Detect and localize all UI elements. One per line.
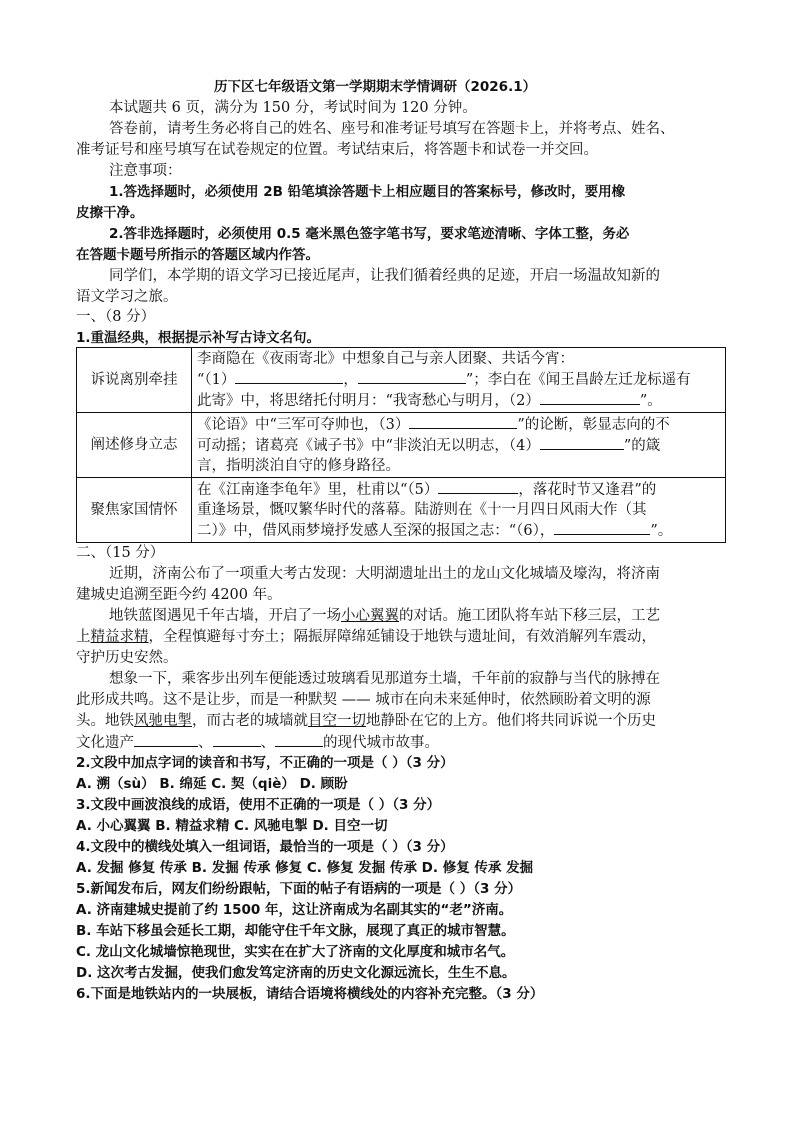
passage-b3: 守护历史安然。 — [76, 650, 178, 666]
question-3-options[interactable]: A. 小心翼翼 B. 精益求精 C. 风驰电掣 D. 目空一切 — [76, 818, 388, 834]
answer-blank-1b[interactable] — [358, 369, 466, 384]
answer-blank-3[interactable] — [409, 414, 517, 429]
underlined-idiom: 风驰电掣 — [134, 713, 192, 729]
passage-c3: 头。地铁风驰电掣，而古老的城墙就目空一切地静卧在它的上方。他们将共同诉说一个历史 — [76, 713, 656, 729]
row-content — [192, 348, 726, 413]
notice-1b: 皮擦干净。 — [76, 205, 144, 221]
question-5-stem: 5.新闻发布后，网友们纷纷跟帖，下面的帖子有语病的一项是（ ）（3 分） — [76, 881, 522, 897]
passage-c4: 文化遗产 、 、 的现代城市故事。 — [76, 732, 439, 753]
question-2-stem: 2.文段中加点字词的读音和书写，不正确的一项是（ ）（3 分） — [76, 755, 454, 771]
answer-blank-1a[interactable] — [235, 369, 343, 384]
answer-blank-4[interactable] — [540, 435, 624, 450]
underlined-idiom: 目空一切 — [308, 713, 366, 729]
notice-2a: 2.答非选择题时，必须使用 0.5 毫米黑色签字笔书写，要求笔迹清晰、字体工整，务必 — [109, 226, 630, 242]
table-row — [77, 348, 726, 413]
table-row — [77, 413, 726, 478]
passage-a1: 近期，济南公布了一项重大考古发现：大明湖遗址出土的龙山文化城墙及壕沟，将济南 — [109, 566, 660, 582]
notice-1a: 1.答选择题时，必须使用 2B 铅笔填涂答题卡上相应题目的答案标号，修改时，要用橡 — [109, 184, 626, 200]
row-text: 此寄》中，将思绪托付明月：“我寄愁心与明月，（2） ”。 — [197, 390, 720, 411]
question-1-stem: 1.重温经典，根据提示补写古诗文名句。 — [76, 330, 321, 346]
intro-paragraph-2: 语文学习之旅。 — [76, 289, 178, 305]
intro-line-2: 答卷前，请考生务必将自己的姓名、座号和准考证号填写在答题卡上，并将考点、姓名、 — [109, 121, 675, 137]
question-4-stem: 4.文段中的横线处填入一组词语，最恰当的一项是（ ）（3 分） — [76, 839, 454, 855]
row-text: 李商隐在《夜雨寄北》中想象自己与亲人团聚、共话今宵： — [197, 351, 574, 367]
row-label: 阐述修身立志 — [77, 413, 192, 478]
row-text: “（1） ， ”；李白在《闻王昌龄左迁龙标遥有 — [197, 369, 720, 390]
row-label: 聚焦家国情怀 — [77, 478, 192, 543]
row-content — [192, 413, 726, 478]
passage-c1: 想象一下，乘客步出列车便能透过玻璃看见那道夯土墙，千年前的寂静与当代的脉搏在 — [109, 671, 660, 687]
fill-blank-a[interactable] — [134, 732, 198, 747]
question-5-option-d[interactable]: D. 这次考古发掘，使我们愈发笃定济南的历史文化源远流长，生生不息。 — [76, 965, 516, 981]
question-5-option-c[interactable]: C. 龙山文化城墙惊艳现世，实实在在扩大了济南的文化厚度和城市名气。 — [76, 944, 515, 960]
passage-b1: 地铁蓝图遇见千年古墙，开启了一场小心翼翼的对话。施工团队将车站下移三层，工艺 — [109, 608, 660, 624]
answer-blank-5[interactable] — [438, 479, 518, 494]
notice-heading: 注意事项： — [109, 163, 182, 179]
row-text: 重逢场景，慨叹繁华时代的落幕。陆游则在《十一月四日风雨大作（其 — [197, 502, 647, 518]
question-3-stem: 3.文段中画波浪线的成语，使用不正确的一项是（ ）（3 分） — [76, 797, 441, 813]
question-5-option-a[interactable]: A. 济南建城史提前了约 1500 年，这让济南成为名副其实的“老”济南。 — [76, 902, 513, 918]
fill-blank-b[interactable] — [213, 732, 261, 747]
row-text: 可动摇；诸葛亮《诫子书》中“非淡泊无以明志，（4） ”的箴 — [197, 435, 720, 456]
underlined-idiom: 小心翼翼 — [341, 608, 399, 624]
table-row — [77, 478, 726, 543]
row-text: 在《江南逢李龟年》里，杜甫以“（5） ，落花时节又逢君”的 — [197, 479, 720, 500]
passage-b2: 上精益求精，全程慎避每寸夯土；隔振屏障绵延铺设于地铁与遗址间，有效消解列车震动， — [76, 629, 656, 645]
row-text: 二）》中，借风雨梦境抒发感人至深的报国之志：“（6）， ”。 — [197, 520, 720, 541]
passage-c2: 此形成共鸣。这不是让步，而是一种默契 —— 城市在向未来延伸时，依然顾盼着文明的源 — [76, 692, 651, 708]
intro-line-3: 准考证号和座号填写在试卷规定的位置。考试结束后，将答题卡和试卷一并交回。 — [76, 142, 598, 158]
row-text: 《论语》中“三军可夺帅也，（3） ”的论断，彰显志向的不 — [197, 414, 720, 435]
question-4-options[interactable]: A. 发掘 修复 传承 B. 发掘 传承 修复 C. 修复 发掘 传承 D. 修复 传承 发掘 — [76, 860, 534, 876]
row-content — [192, 478, 726, 543]
section1-heading: 一、（8 分） — [76, 309, 156, 325]
row-text: 言，指明淡泊自守的修身路径。 — [197, 458, 400, 474]
notice-2b: 在答题卡题号所指示的答题区域内作答。 — [76, 247, 319, 263]
exam-title: 历下区七年级语文第一学期期末学情调研（2026.1） — [214, 79, 537, 95]
answer-blank-6[interactable] — [554, 520, 650, 535]
question-5-option-b[interactable]: B. 车站下移虽会延长工期，却能守住千年文脉，展现了真正的城市智慧。 — [76, 923, 515, 939]
intro-paragraph-1: 同学们，本学期的语文学习已接近尾声，让我们循着经典的足迹，开启一场温故知新的 — [109, 268, 660, 284]
answer-blank-2[interactable] — [540, 390, 640, 405]
section2-heading: 二、（15 分） — [76, 545, 165, 561]
question-6-stem: 6.下面是地铁站内的一块展板，请结合语境将横线处的内容补充完整。（3 分） — [76, 986, 544, 1002]
question-2-options[interactable]: A. 溯（sù） B. 绵延 C. 契（qiè） D. 顾盼 — [76, 776, 348, 792]
poem-fill-table — [76, 347, 726, 543]
intro-line-1: 本试题共 6 页，满分为 150 分，考试时间为 120 分钟。 — [109, 100, 477, 116]
row-label: 诉说离别牵挂 — [77, 348, 192, 413]
fill-blank-c[interactable] — [275, 732, 323, 747]
underlined-idiom: 精益求精 — [90, 629, 149, 645]
passage-a2: 建城史追溯至距今约 4200 年。 — [76, 587, 282, 603]
